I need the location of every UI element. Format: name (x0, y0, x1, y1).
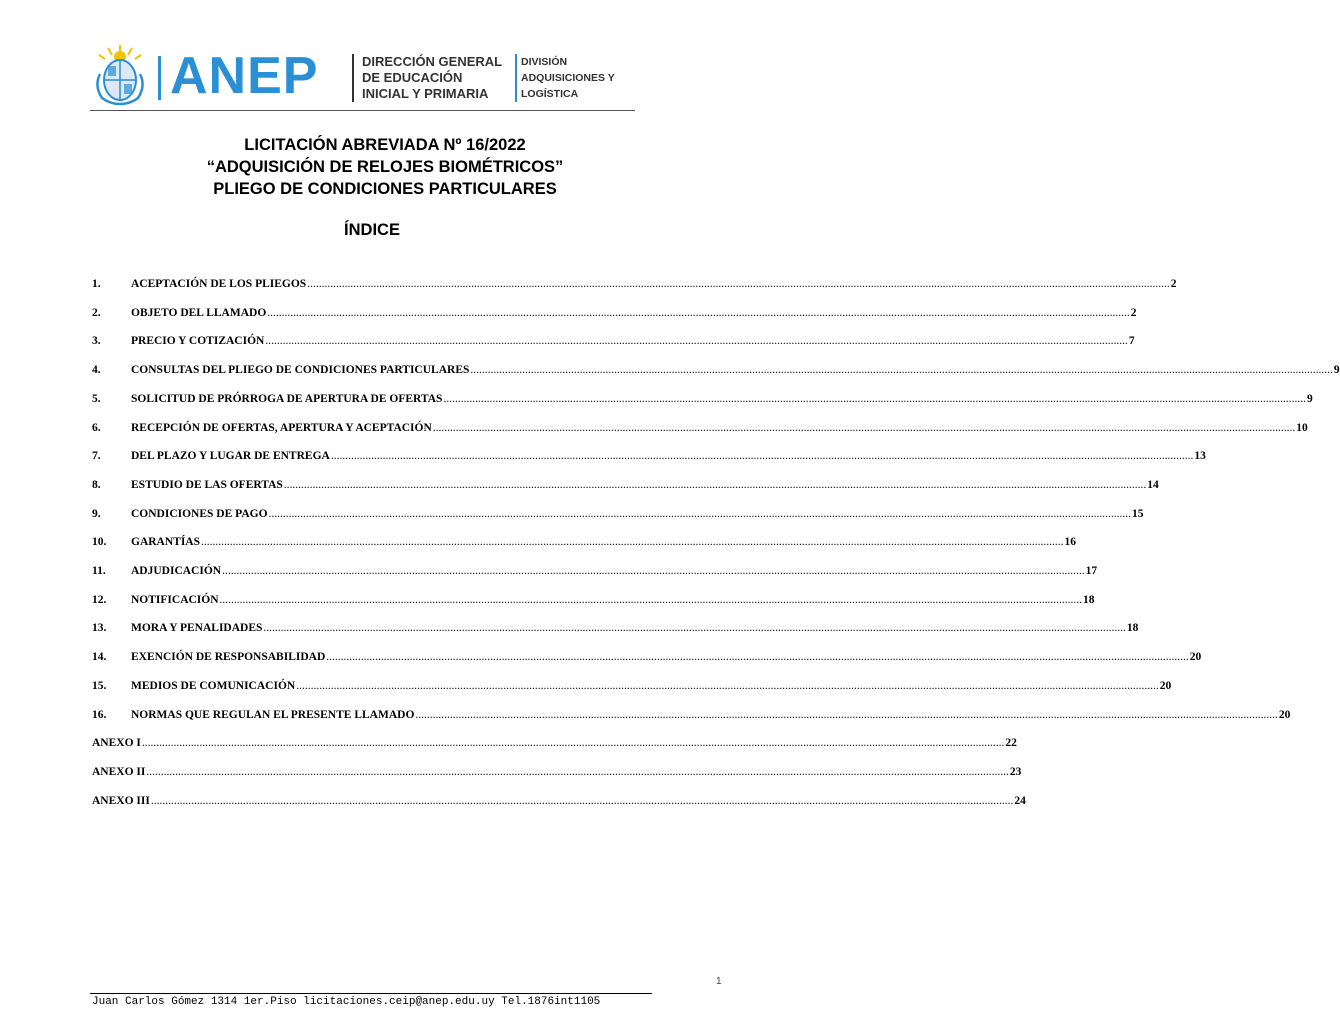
toc-entry[interactable] (92, 278, 1177, 294)
footer-contact: Juan Carlos Gómez 1314 1er.Piso licitaciones.ceip@anep.edu.uy Tel.1876int1105 (92, 996, 601, 1008)
toc-leader-dots: ............................................................................................................................................................................................................................................................................................................ (283, 478, 1147, 491)
division-text: DIVISIÓN ADQUISICIONES Y LOGÍSTICA (521, 56, 615, 100)
toc-entry[interactable] (92, 335, 1135, 351)
toc-leader-dots: ............................................................................................................................................................................................................................................................................................................ (222, 565, 1085, 577)
toc-entry-label: CONDICIONES DE PAGO (131, 507, 268, 520)
toc-entry[interactable] (92, 306, 1137, 323)
toc-entry[interactable] (92, 765, 1022, 782)
toc-leader-dots: ............................................................................................................................................................................................................................................................................................................ (415, 708, 1278, 721)
toc-entry-label: RECEPCIÓN DE OFERTAS, APERTURA Y ACEPTACIÓN (131, 421, 432, 434)
toc-entry-number: 8. (92, 478, 101, 491)
toc-entry-number: 10. (92, 536, 107, 549)
toc-entry-page: 7 (1128, 335, 1135, 348)
toc-entry-number: 13. (92, 622, 107, 635)
direccion-general-text: DIRECCIÓN GENERAL DE EDUCACIÓN INICIAL Y PRIMARIA (362, 54, 503, 101)
toc-entry[interactable] (92, 622, 1139, 638)
toc-entry-label: ACEPTACIÓN DE LOS PLIEGOS (131, 278, 307, 290)
toc-entry-label: SOLICITUD DE PRÓRROGA DE APERTURA DE OFERTAS (131, 392, 443, 405)
toc-entry[interactable] (92, 450, 1206, 466)
toc-entry-number: 6. (92, 421, 101, 434)
toc-entry-label: ESTUDIO DE LAS OFERTAS (131, 478, 283, 491)
toc-entry-page: 10 (1296, 421, 1308, 434)
toc-entry-page: 9 (1306, 392, 1313, 405)
letterhead (90, 44, 635, 110)
footer-rule (90, 993, 652, 994)
toc-entry-number: 16. (92, 708, 107, 721)
toc-entry-page: 22 (1005, 737, 1017, 750)
toc-leader-dots: ............................................................................................................................................................................................................................................................................................................ (141, 737, 1005, 750)
title-line-1: LICITACIÓN ABREVIADA Nº 16/2022 (244, 136, 526, 154)
uruguay-crest-icon (90, 44, 150, 106)
toc-entry[interactable] (92, 679, 1172, 696)
brand-divider (158, 56, 161, 100)
toc-entry-page: 24 (1014, 794, 1026, 807)
toc-entry[interactable] (92, 708, 1291, 725)
toc-entry-label: NORMAS QUE REGULAN EL PRESENTE LLAMADO (131, 708, 415, 721)
toc-entry-number: 7. (92, 450, 101, 463)
toc-leader-dots: ............................................................................................................................................................................................................................................................................................................ (326, 651, 1189, 664)
toc-leader-dots: ............................................................................................................................................................................................................................................................................................................ (432, 421, 1296, 434)
toc-entry-number: 12. (92, 593, 107, 606)
toc-entry[interactable] (92, 651, 1202, 667)
toc-entry[interactable] (92, 565, 1098, 581)
toc-entry-page: 13 (1194, 450, 1206, 463)
toc-entry[interactable] (92, 794, 1026, 811)
toc-entry-label: MORA Y PENALIDADES (131, 622, 263, 635)
index-heading: ÍNDICE (344, 221, 400, 239)
toc-leader-dots: ............................................................................................................................................................................................................................................................................................................ (263, 622, 1126, 635)
toc-entry[interactable] (92, 507, 1144, 524)
toc-entry-label: EXENCIÓN DE RESPONSABILIDAD (131, 651, 326, 664)
toc-entry-page: 20 (1159, 679, 1172, 692)
toc-entry-page: 2 (1170, 278, 1177, 290)
toc-entry-page: 18 (1083, 593, 1095, 606)
toc-entry[interactable] (92, 478, 1159, 495)
toc-entry-page: 17 (1085, 565, 1098, 577)
toc-entry[interactable] (92, 737, 1017, 753)
toc-entry-page: 15 (1132, 507, 1144, 520)
toc-entry-page: 14 (1147, 478, 1159, 491)
toc-entry-number: 14. (92, 651, 107, 664)
toc-entry-number: 4. (92, 364, 101, 377)
toc-entry-label: NOTIFICACIÓN (131, 593, 219, 606)
toc-entry[interactable] (92, 392, 1313, 409)
toc-leader-dots: ............................................................................................................................................................................................................................................................................................................ (443, 392, 1306, 405)
toc-leader-dots: ............................................................................................................................................................................................................................................................................................................ (150, 794, 1014, 807)
title-line-2: “ADQUISICIÓN DE RELOJES BIOMÉTRICOS” (206, 158, 564, 176)
toc-leader-dots: ............................................................................................................................................................................................................................................................................................................ (268, 507, 1132, 520)
toc-entry-number: 3. (92, 335, 101, 348)
toc-entry-number: 15. (92, 679, 107, 692)
toc-entry-number: 5. (92, 392, 101, 405)
toc-leader-dots: ............................................................................................................................................................................................................................................................................................................ (265, 335, 1128, 348)
toc-leader-dots: ............................................................................................................................................................................................................................................................................................................ (267, 306, 1130, 319)
toc-leader-dots: ............................................................................................................................................................................................................................................................................................................ (470, 364, 1333, 377)
toc-entry-label: OBJETO DEL LLAMADO (131, 306, 267, 319)
toc-entry-number: 11. (92, 565, 106, 577)
toc-entry-label: ANEXO I (92, 737, 141, 750)
divider (515, 54, 517, 102)
toc-entry[interactable] (92, 364, 1340, 380)
toc-entry-number: 9. (92, 507, 101, 520)
toc-entry-label: CONSULTAS DEL PLIEGO DE CONDICIONES PARTICULARES (131, 364, 470, 377)
page-number: 1 (716, 976, 722, 987)
header-rule (90, 110, 635, 111)
toc-entry-label: PRECIO Y COTIZACIÓN (131, 335, 265, 348)
toc-entry-page: 9 (1333, 364, 1340, 377)
toc-entry-page: 18 (1126, 622, 1139, 635)
toc-leader-dots: ............................................................................................................................................................................................................................................................................................................ (296, 679, 1159, 692)
toc-entry-page: 23 (1009, 765, 1022, 778)
divider (352, 54, 354, 102)
toc-entry[interactable] (92, 421, 1308, 438)
toc-entry-number: 1. (92, 278, 101, 290)
anep-logo-text: ANEP (170, 47, 319, 105)
toc-entry-label: GARANTÍAS (131, 536, 201, 549)
toc-leader-dots: ............................................................................................................................................................................................................................................................................................................ (307, 278, 1170, 290)
toc-entry-label: ANEXO III (92, 794, 150, 807)
toc-entry-label: ADJUDICACIÓN (131, 565, 222, 577)
toc-leader-dots: ............................................................................................................................................................................................................................................................................................................ (201, 536, 1064, 549)
toc-entry-page: 16 (1064, 536, 1077, 549)
toc-entry-page: 20 (1189, 651, 1202, 664)
toc-entry-page: 2 (1130, 306, 1137, 319)
toc-entry-label: DEL PLAZO Y LUGAR DE ENTREGA (131, 450, 330, 463)
toc-leader-dots: ............................................................................................................................................................................................................................................................................................................ (219, 593, 1083, 606)
toc-entry-number: 2. (92, 306, 101, 319)
toc-entry-page: 20 (1278, 708, 1291, 721)
toc-entry[interactable] (92, 536, 1077, 552)
toc-entry[interactable] (92, 593, 1095, 610)
document-title (0, 134, 770, 200)
toc-entry-label: MEDIOS DE COMUNICACIÓN (131, 679, 296, 692)
toc-leader-dots: ............................................................................................................................................................................................................................................................................................................ (330, 450, 1194, 463)
toc-leader-dots: ............................................................................................................................................................................................................................................................................................................ (146, 765, 1009, 778)
title-line-3: PLIEGO DE CONDICIONES PARTICULARES (213, 180, 557, 198)
toc-entry-label: ANEXO II (92, 765, 146, 778)
